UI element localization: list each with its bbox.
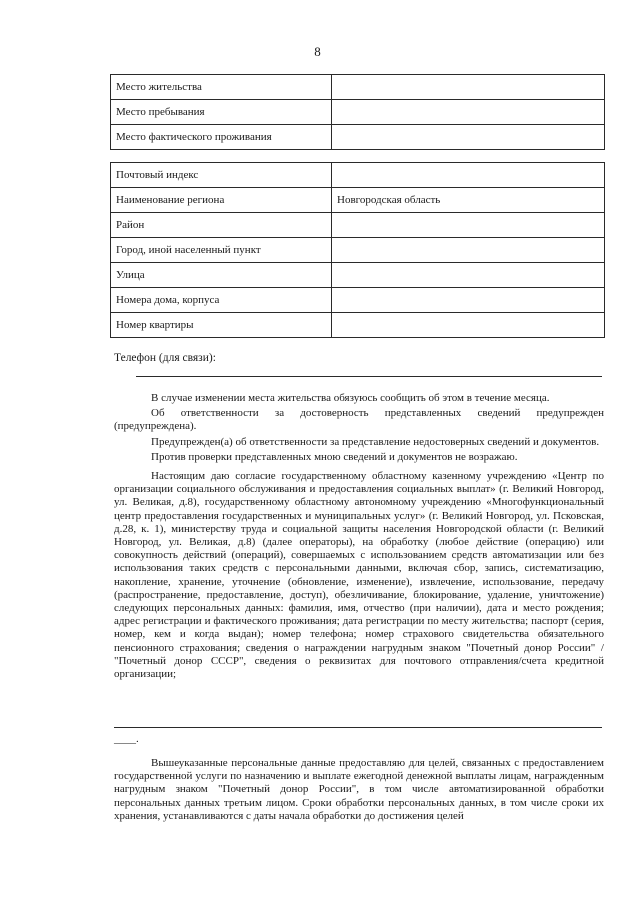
table-row xyxy=(111,100,605,125)
no-objection-paragraph: Против проверки представленных мною сведений и документов не возражаю. xyxy=(151,450,518,463)
row-label: Почтовый индекс xyxy=(111,163,332,188)
row-value-field[interactable] xyxy=(332,288,605,313)
table-row xyxy=(111,313,605,338)
row-label: Номер квартиры xyxy=(111,313,332,338)
table-row xyxy=(111,188,605,213)
table-row xyxy=(111,163,605,188)
statement-text xyxy=(114,392,604,683)
responsibility-paragraph: Об ответственности за достоверность представленных сведений предупрежден (предупреждена). xyxy=(114,407,604,433)
row-label: Номера дома, корпуса xyxy=(111,288,332,313)
phone-label: Телефон (для связи): xyxy=(114,352,216,364)
table-row xyxy=(111,213,605,238)
row-label: Место жительства xyxy=(111,75,332,100)
row-value-field[interactable] xyxy=(332,213,605,238)
table-row xyxy=(111,75,605,100)
address-table xyxy=(110,162,605,338)
phone-input-line[interactable] xyxy=(136,376,602,377)
table-row xyxy=(111,288,605,313)
consent-paragraph: Настоящим даю согласие государственному областному казенному учреждению «Центр по организации социального обслуживания и предоставления социальных выплат» (г. Великий Новгород, ул. Великая, д.8), государственному областному автономному учреждению «Многофункциональный центр предоставления государственных и муниципальных услуг» (г. Великий Новгород, ул. Псковская, д.28, к. 1), министерству труда и социальной защиты населения Новгородской области (г. Великий Новгород, ул. Великая, д.8) (далее операторы), на обработку (любое действие (операцию) или совокупность действий (операций), совершаемых с использованием средств автоматизации или без использования таких средств с персональными данными, включая сбор, запись, систематизацию, накопление, хранение, уточнение (обновление, изменение), извлечение, использование, передачу (распространение, предоставление, доступ), обезличивание, блокирование, удаление, уничтожение) следующих персональных данных: фамилия, имя, отчество (при наличии), дата и место рождения; адрес регистрации и фактического проживания; дата регистрации по месту жительства; паспорт (серия, номер, кем и когда выдан); номер телефона; номер страхового свидетельства обязательного пенсионного страхования; сведения о награждении нагрудным знаком "Почетный донор России" / "Почетный донор СССР", сведения о реквизитах для почтового отправления/счета кредитной организации; xyxy=(114,470,604,681)
table-row xyxy=(111,238,605,263)
row-label: Район xyxy=(111,213,332,238)
row-value-field[interactable] xyxy=(332,238,605,263)
table-row xyxy=(111,125,605,150)
purpose-paragraph: Вышеуказанные персональные данные предоставляю для целей, связанных с предоставлением государственной услуги по назначению и выплате ежегодной денежной выплаты лицам, награжденным нагрудным знаком "Почетный донор России", в том числе автоматизированной обработки персональных данных третьим лицом. Сроки обработки персональных данных, в том числе сроки их хранения, устанавливаются с даты начала обработки до достижения целей xyxy=(114,757,604,822)
row-label: Улица xyxy=(111,263,332,288)
row-label: Наименование региона xyxy=(111,188,332,213)
residence-table xyxy=(110,74,605,150)
row-value-field[interactable] xyxy=(332,125,605,150)
notify-paragraph: В случае изменении места жительства обязуюсь сообщить об этом в течение месяца. xyxy=(151,392,550,404)
row-value-field[interactable] xyxy=(332,313,605,338)
row-value-field[interactable] xyxy=(332,100,605,125)
row-value-field[interactable] xyxy=(332,75,605,100)
dash-mark: ____. xyxy=(114,733,139,745)
purpose-text xyxy=(114,757,604,825)
row-value-field[interactable] xyxy=(332,263,605,288)
consent-fill-line[interactable] xyxy=(114,727,602,728)
row-value-field[interactable]: Новгородская область xyxy=(332,188,605,213)
warning-paragraph: Предупрежден(а) об ответственности за представление недостоверных сведений и документов. xyxy=(151,435,600,448)
row-label: Место фактического проживания xyxy=(111,125,332,150)
row-value-field[interactable] xyxy=(332,163,605,188)
table-row xyxy=(111,263,605,288)
page-number: 8 xyxy=(314,44,321,59)
row-label: Город, иной населенный пункт xyxy=(111,238,332,263)
row-label: Место пребывания xyxy=(111,100,332,125)
